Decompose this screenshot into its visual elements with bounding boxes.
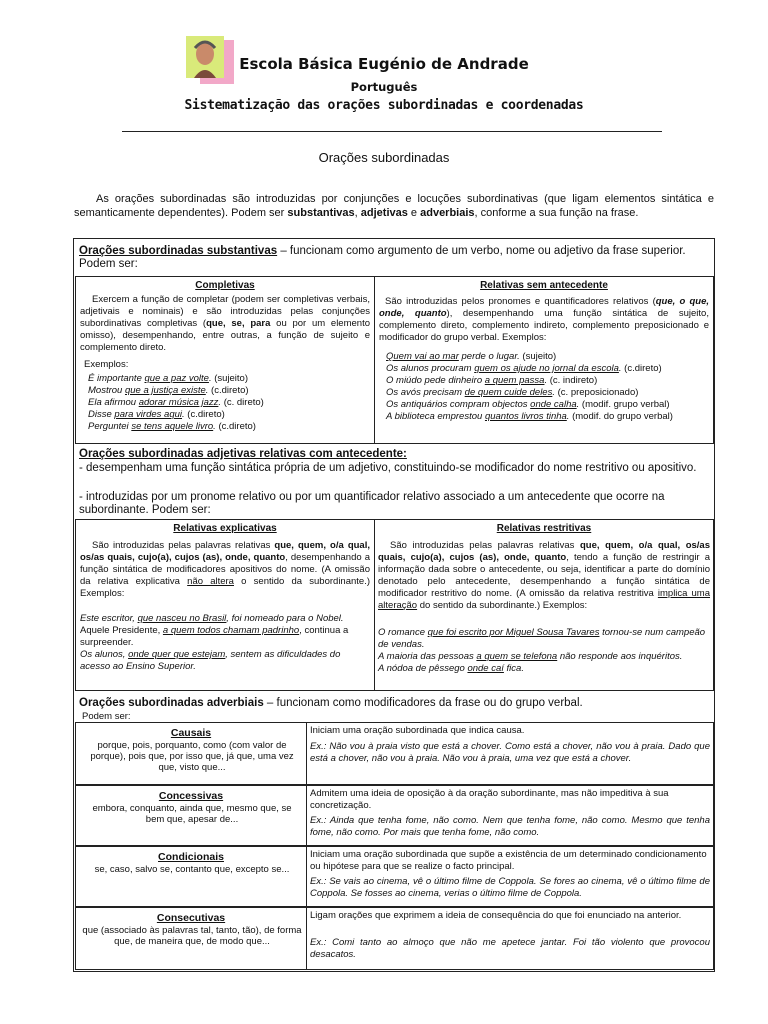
adverbial-description: Iniciam uma oração subordinada que indica causa.	[310, 725, 525, 736]
adverbial-type-condicionais: Condicionais	[158, 851, 224, 863]
example-line: Disse para virdes aqui. (c.direto)	[88, 409, 225, 420]
example-line: Mostrou que a justiça existe. (c.direto)	[88, 385, 249, 396]
example-line: Quem vai ao mar perde o lugar. (sujeito)	[386, 351, 557, 362]
intro-paragraph: As orações subordinadas são introduzidas por conjunções e locuções subordinativas (que ligam elementos sintática e semanticamente dependentes). Podem ser substantivas, adjetivas e adverbiais, conforme a sua função na frase.	[74, 193, 714, 219]
adjetivas-heading: Orações subordinadas adjetivas relativas com antecedente:	[79, 448, 407, 460]
adverbial-type-concessivas: Concessivas	[158, 790, 224, 802]
adverbial-type-causais: Causais	[170, 727, 212, 739]
adverbial-conjunctions: que (associado às palavras tal, tanto, tão), de forma que, de maneira que, de modo que...	[82, 925, 302, 947]
explicativas-title: Relativas explicativas	[173, 523, 277, 534]
explicativas-text: São introduzidas pelas palavras relativas que, quem, o/a qual, os/as quais, cujo(a), cujos (as), onde, quanto, desempenhando a função sintática de modificadores apositivos do nome. (A omissão da relativa explicativa não altera o sentido da subordinante.) Exemplos:	[80, 540, 371, 599]
adverbial-description: Iniciam uma oração subordinada que supõe a existência de um determinado condicionamento ou hipótese para que se realize o facto principal.	[310, 849, 707, 872]
adverbial-conjunctions: porque, pois, porquanto, como (com valor de porque), pois que, por isso que, já que, uma vez que, visto que...	[90, 740, 294, 773]
example-line: Ela afirmou adorar música jazz. (c. direto)	[88, 397, 264, 408]
relativas-sem-title: Relativas sem antecedente	[480, 280, 608, 291]
adverbiais-heading: Orações subordinadas adverbiais – funcionam como modificadores da frase ou do grupo verbal.	[79, 697, 583, 709]
completivas-examples-label: Exemplos:	[84, 359, 129, 370]
example-line: Os antiquários compram objectos onde calha. (modif. grupo verbal)	[386, 399, 670, 410]
adverbial-examples: Ex.: Se vais ao cinema, vê o último filme de Coppola. Se fores ao cinema, vê o último filme de Coppola. Se fosses ao cinema, verias o último filme de Coppola.	[310, 876, 710, 899]
adverbial-examples: Ex.: Ainda que tenha fome, não como. Nem que tenha fome, não como. Mesmo que tenha fome, não como. Por mais que tenha fome, não como.	[310, 815, 710, 838]
example-line: Perguntei se tens aquele livro. (c.direto)	[88, 421, 256, 432]
example-line: É importante que a paz volte. (sujeito)	[88, 373, 249, 384]
restritivas-examples: O romance que foi escrito por Miguel Sousa Tavares tornou-se num campeão de vendas. A maioria das pessoas a quem se telefona não responde aos inquéritos. A nódoa de pêssego onde caí fica.	[378, 627, 706, 674]
example-line: A biblioteca emprestou quantos livros tinha. (modif. do grupo verbal)	[386, 411, 673, 422]
adverbial-description: Admitem uma ideia de oposição à da oração subordinante, mas não impeditiva à sua concretização.	[310, 788, 669, 811]
header-divider	[122, 131, 662, 132]
adverbial-conjunctions: embora, conquanto, ainda que, mesmo que, se bem que, apesar de...	[92, 803, 292, 825]
restritivas-text: São introduzidas pelas palavras relativas que, quem, o/a qual, os/as quais, cujo(a), cujos (as), onde, quanto, tendo a função de restringir a informação dada sobre o antecedente, ou seja, identificar a parte do domínio denotado pelo antecedente, desempenhando a função sintática de modificador restritivo do nome. (A omissão da relativa restritiva implica uma alteração do sentido da subordinante.) Exemplos:	[378, 540, 711, 611]
subject-name: Português	[350, 80, 418, 94]
explicativas-examples: Este escritor, que nasceu no Brasil, foi nomeado para o Nobel. Aquele Presidente, a quem todos chamam padrinho, continua a surpreender. Os alunos, onde quer que estejam, sentem as dificuldades do acesso ao Ensino Superior.	[80, 613, 349, 672]
adverbial-type-consecutivas: Consecutivas	[156, 912, 226, 924]
adverbial-examples: Ex.: Não vou à praia visto que está a chover. Como está a chover, não vou à praia. Dado que está a chover, não vou à praia. Não vou à praia, uma vez que está a chover.	[310, 741, 710, 764]
adverbial-examples: Ex.: Comi tanto ao almoço que não me apetece jantar. Foi tão violento que provocou desacatos.	[310, 937, 710, 960]
completivas-text: Exercem a função de completar (podem ser completivas verbais, adjetivais e nominais) e são introduzidas pelas conjunções subordinativas completivas (que, se, para ou por um elemento omisso), desempenhando, entre outras, a função de sujeito e complemento direto.	[80, 294, 370, 353]
adjetivas-line2: - introduzidas por um pronome relativo ou por um quantificador relativo associado a um antecedente que ocorre na subordinante. Podem ser:	[79, 491, 665, 516]
example-line: Os alunos procuram quem os ajude no jornal da escola. (c.direto)	[386, 363, 662, 374]
topic-title: Sistematização das orações subordinadas e coordenadas	[184, 98, 584, 113]
example-line: O miúdo pede dinheiro a quem passa. (c. indireto)	[386, 375, 598, 386]
adjetivas-line1: - desempenham uma função sintática própria de um adjetivo, constituindo-se modificador do nome restritivo ou apositivo.	[79, 462, 697, 474]
completivas-title: Completivas	[195, 280, 255, 291]
adverbial-conjunctions: se, caso, salvo se, contanto que, excepto se...	[94, 864, 290, 875]
substantivas-heading: Orações subordinadas substantivas – funcionam como argumento de um verbo, nome ou adjetivo da frase superior. Podem ser:	[79, 245, 686, 270]
page-title: Orações subordinadas	[318, 150, 450, 165]
completivas-examples	[88, 373, 372, 433]
adverbiais-sub: Podem ser:	[82, 711, 131, 722]
example-line: Os avós precisam de quem cuide deles. (c. preposicionado)	[386, 387, 639, 398]
relativas-sem-text: São introduzidas pelos pronomes e quantificadores relativos (que, o que, onde, quanto), desempenhando uma função sintática de sujeito, complemento direto, complemento indireto, complemento preposicionado e modificador do grupo verbal. Exemplos:	[379, 296, 710, 343]
school-name: Escola Básica Eugénio de Andrade	[239, 55, 529, 73]
restritivas-title: Relativas restritivas	[496, 523, 592, 534]
adverbial-description: Ligam orações que exprimem a ideia de consequência do que foi enunciado na anterior.	[310, 910, 682, 921]
relativas-sem-examples	[386, 351, 712, 423]
